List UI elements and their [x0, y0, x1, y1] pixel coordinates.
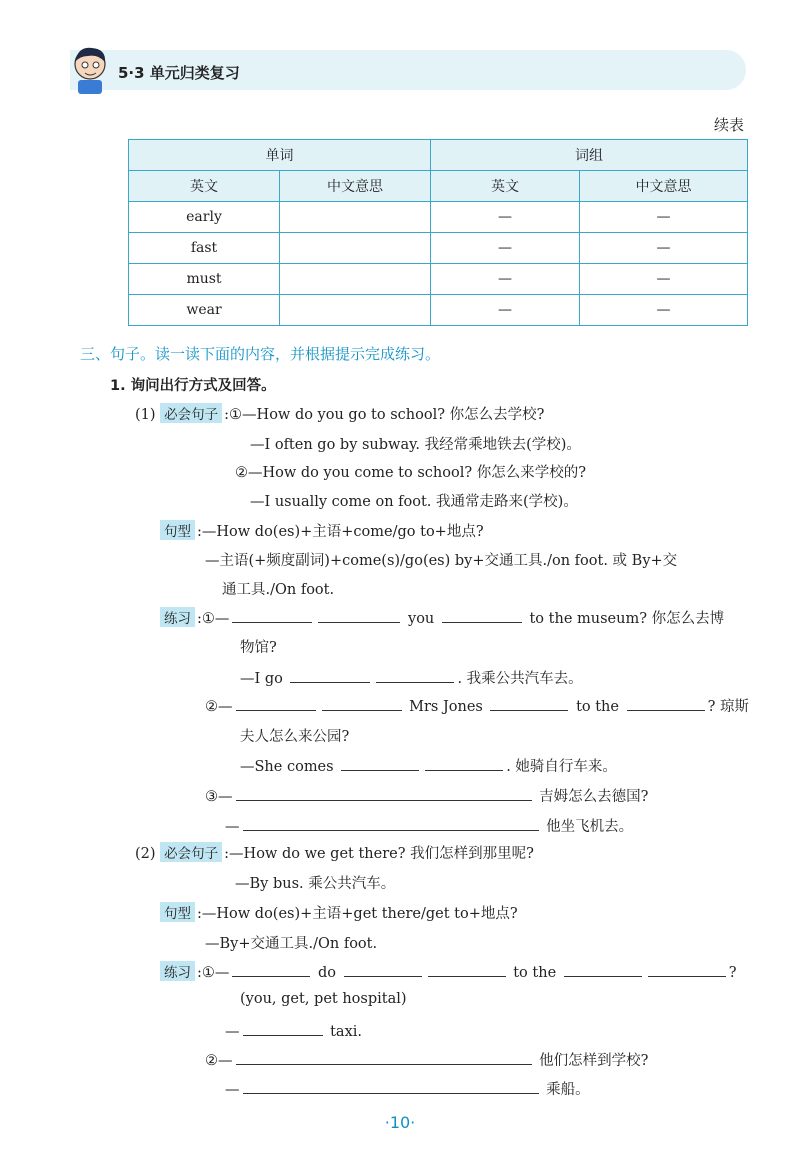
must-sentence-tag: 必会句子 [160, 842, 222, 862]
answer-blank[interactable] [243, 1020, 323, 1036]
exercise-text: 物馆? [240, 640, 277, 656]
answer-blank[interactable] [322, 695, 402, 711]
must-sentence-tag: 必会句子 [160, 403, 222, 423]
pattern-line: 句型 :—How do(es)+主语+get there/get to+地点? [160, 902, 518, 923]
exercise-text: 吉姆怎么去德国? [539, 789, 649, 805]
answer-cell[interactable] [280, 264, 431, 295]
exercise-text: to the museum? 你怎么去博 [529, 611, 725, 627]
pattern-text: —How do(es)+主语+come/go to+地点? [201, 524, 484, 540]
phrase-cn-cell: — [580, 233, 748, 264]
exercise-text: . 我乘公共汽车去。 [457, 671, 583, 687]
answer-blank[interactable] [236, 695, 316, 711]
exercise-line [225, 815, 633, 836]
phrase-cn-cell: — [580, 295, 748, 326]
answer-blank[interactable] [290, 667, 370, 683]
sentence-text: ②—How do you come to school? 你怎么来学校的? [235, 465, 586, 481]
answer-blank[interactable] [425, 755, 503, 771]
answer-blank[interactable] [627, 695, 705, 711]
phrase-cn-cell: — [580, 264, 748, 295]
exercise-text: 乘船。 [546, 1082, 590, 1098]
answer-cell[interactable] [280, 295, 431, 326]
exercise-text: to the [513, 965, 557, 981]
sentence-text: ①—How do you go to school? 你怎么去学校? [229, 407, 545, 423]
part-number: (2) [135, 846, 156, 862]
part-number: (1) [135, 407, 156, 423]
q2-must-sentences: (2) 必会句子 :—How do we get there? 我们怎样到那里呢? [135, 842, 534, 863]
exercise-text: 他坐飞机去。 [546, 819, 634, 835]
col-header-chinese: 中文意思 [280, 171, 431, 202]
word-cell: must [129, 264, 280, 295]
continued-label: 续表 [713, 116, 744, 134]
exercise-number: ①— [201, 965, 230, 981]
answer-blank[interactable] [236, 1049, 532, 1065]
exercise-number: ②— [205, 1053, 233, 1069]
exercise-text: 他们怎样到学校? [539, 1053, 649, 1069]
answer-blank[interactable] [490, 695, 568, 711]
phrase-en-cell: — [431, 264, 580, 295]
pattern-text: —主语(+频度副词)+come(s)/go(es) by+交通工具./on foot. 或 By+交 [205, 553, 678, 569]
exercise-line: 练习 :①— you to the museum? 你怎么去博 [160, 607, 724, 628]
exercise-text: ? 琼斯 [707, 699, 749, 715]
exercise-text: — [225, 1024, 240, 1040]
exercise-line: 练习 :①— do to the ? [160, 961, 737, 981]
exercise-line [205, 785, 648, 806]
pattern-text: 通工具./On foot. [222, 582, 335, 598]
boy-mascot-icon [70, 44, 110, 96]
phrase-en-cell: — [431, 202, 580, 233]
exercise-text: 夫人怎么来公园? [240, 729, 350, 745]
answer-cell[interactable] [280, 233, 431, 264]
section-heading: 三、句子。读一读下面的内容，并根据提示完成练习。 [80, 345, 441, 363]
pattern-tag: 句型 [160, 520, 195, 540]
answer-blank[interactable] [232, 607, 312, 623]
sentence-text: —I usually come on foot. 我通常走路来(学校)。 [250, 494, 578, 510]
vocabulary-table [128, 139, 748, 326]
table-row [129, 264, 748, 295]
practice-tag: 练习 [160, 961, 195, 981]
answer-blank[interactable] [243, 815, 539, 831]
answer-blank[interactable] [564, 961, 642, 977]
exercise-text: . 她骑自行车来。 [506, 759, 617, 775]
answer-blank[interactable] [236, 785, 532, 801]
exercise-text: you [408, 611, 435, 627]
answer-blank[interactable] [428, 961, 506, 977]
exercise-text: ? [728, 965, 737, 981]
page-number: ·10· [384, 1113, 416, 1132]
pattern-text: —By+交通工具./On foot. [205, 936, 378, 952]
page-title: 5·3 单元归类复习 [118, 64, 240, 82]
exercise-line [225, 1020, 362, 1040]
exercise-line [240, 667, 583, 688]
exercise-text: — [225, 819, 240, 835]
word-cell: early [129, 202, 280, 233]
group-header-word: 单词 [129, 140, 431, 171]
q1-must-sentences: (1) 必会句子 :①—How do you go to school? 你怎么去学校? [135, 403, 544, 424]
phrase-cn-cell: — [580, 202, 748, 233]
exercise-hint: (you, get, pet hospital) [240, 991, 407, 1007]
exercise-text: do [318, 965, 337, 981]
answer-blank[interactable] [376, 667, 454, 683]
answer-blank[interactable] [341, 755, 419, 771]
sentence-text: —How do we get there? 我们怎样到那里呢? [229, 846, 534, 862]
phrase-en-cell: — [431, 295, 580, 326]
col-header-english: 英文 [129, 171, 280, 202]
col-header-english: 英文 [431, 171, 580, 202]
word-cell: wear [129, 295, 280, 326]
exercise-text: — [225, 1082, 240, 1098]
answer-blank[interactable] [318, 607, 400, 623]
answer-blank[interactable] [344, 961, 422, 977]
word-cell: fast [129, 233, 280, 264]
sentence-text: —By bus. 乘公共汽车。 [235, 876, 396, 892]
exercise-text: —I go [240, 671, 283, 687]
pattern-text: —How do(es)+主语+get there/get to+地点? [201, 906, 518, 922]
exercise-text: taxi. [330, 1024, 363, 1040]
table-row [129, 233, 748, 264]
practice-tag: 练习 [160, 607, 195, 627]
answer-blank[interactable] [648, 961, 726, 977]
exercise-number: ②— [205, 699, 233, 715]
exercise-line [205, 695, 749, 716]
table-row [129, 202, 748, 233]
exercise-line [225, 1078, 590, 1099]
exercise-text: Mrs Jones [409, 699, 483, 715]
answer-blank[interactable] [243, 1078, 539, 1094]
col-header-chinese: 中文意思 [580, 171, 748, 202]
exercise-number: ①— [201, 611, 230, 627]
pattern-tag: 句型 [160, 902, 195, 922]
answer-blank[interactable] [232, 961, 310, 977]
exercise-number: ③— [205, 789, 233, 805]
phrase-en-cell: — [431, 233, 580, 264]
table-row [129, 295, 748, 326]
group-header-phrase: 词组 [431, 140, 748, 171]
pattern-line: 句型 :—How do(es)+主语+come/go to+地点? [160, 520, 484, 541]
sentence-text: —I often go by subway. 我经常乘地铁去(学校)。 [250, 437, 581, 453]
exercise-text: —She comes [240, 759, 334, 775]
exercise-text: to the [576, 699, 619, 715]
answer-cell[interactable] [280, 202, 431, 233]
exercise-line [205, 1049, 648, 1070]
question-1-title: 1. 询问出行方式及回答。 [110, 378, 276, 394]
answer-blank[interactable] [442, 607, 522, 623]
exercise-line [240, 755, 617, 776]
